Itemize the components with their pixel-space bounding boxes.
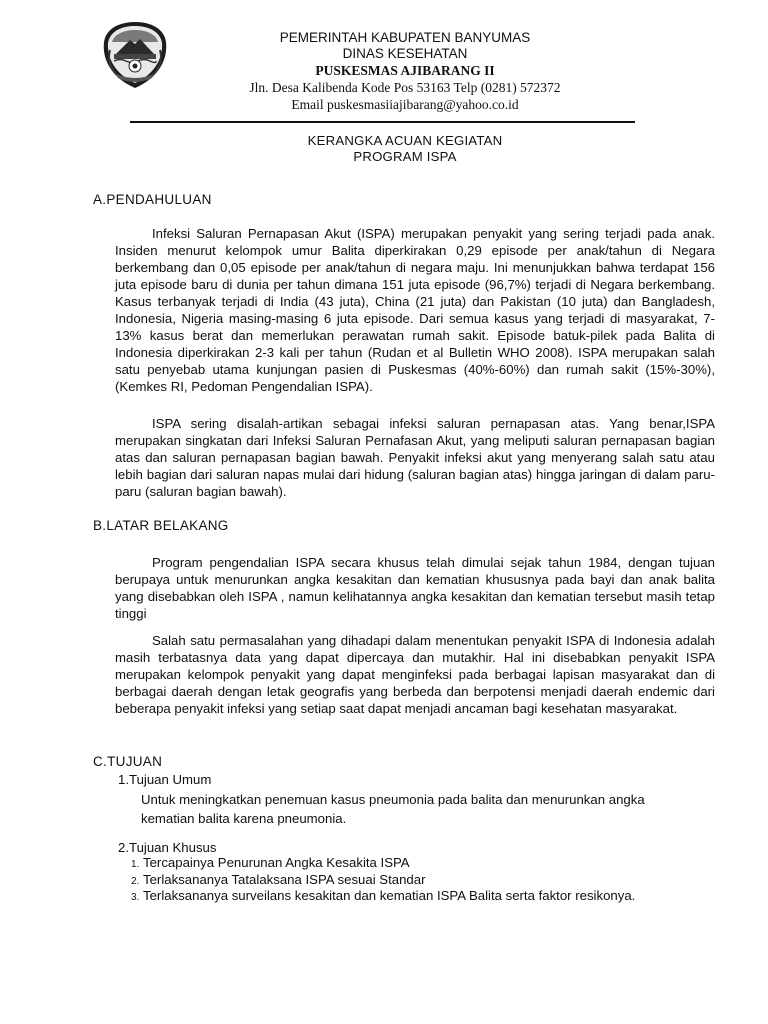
section-b-paragraph-1 (115, 554, 715, 622)
section-a-paragraph-2-text: ISPA sering disalah-artikan sebagai infeksi saluran pernapasan atas. Yang benar,ISPA merupakan singkatan dari Infeksi Saluran Pernafasan Akut, yang meliputi saluran pernapasan bagian atas dan saluran pernapasan bagian bawah. Penyakit infeksi akut yang menyerang salah satu atau lebih bagian dari saluran napas mulai dari hidung (saluran bagian atas) hingga jaringan di dalam paru-paru (saluran bagian bawah). (115, 416, 715, 499)
section-a-paragraph-2 (115, 415, 715, 500)
section-a-paragraph-1-text: Infeksi Saluran Pernapasan Akut (ISPA) merupakan penyakit yang sering terjadi pada anak. Insiden menurut kelompok umur Balita diperkirakan 0,29 episode per anak/tahun di Negara berkembang dan 0,05 episode per anak/tahun di negara maju. Ini menunjukkan bahwa terdapat 156 juta episode baru di dunia per tahun dimana 151 juta episode (96,7%) terjadi di Negara berkembang. Kasus terbanyak terjadi di India (43 juta), China (21 juta) dan Pakistan (10 juta) dan Bangladesh, Indonesia, Nigeria masing-masing 6 juta episode. Dari semua kasus yang terjadi di masyarakat, 7-13% kasus berat dan memerlukan perawatan rumah sakit. Episode batuk-pilek pada Balita di Indonesia diperkirakan 2-3 kali per tahun (Rudan et al Bulletin WHO 2008). ISPA merupakan salah satu penyebab utama kunjungan pasien di Puskesmas (40%-60%) dan rumah sakit (15%-30%), (Kemkes RI, Pedoman Pengendalian ISPA). (115, 226, 715, 394)
letterhead-address: Jln. Desa Kalibenda Kode Pos 53163 Telp (0281) 572372 (249, 80, 561, 95)
list-item-number: 3. (131, 892, 140, 903)
letterhead-line1: PEMERINTAH KABUPATEN BANYUMAS (279, 30, 531, 45)
letterhead-office: PUSKESMAS AJIBARANG II (315, 63, 495, 78)
list-item (131, 889, 731, 906)
list-item-text: Terlaksananya Tatalaksana ISPA sesuai Standar (143, 871, 426, 887)
section-a-paragraph-1 (115, 225, 715, 395)
list-item (131, 873, 731, 890)
tujuan-umum-text: Untuk meningkatkan penemuan kasus pneumonia pada balita dan menurunkan angka kematian balita karena pneumonia. (141, 792, 645, 826)
list-item-text: Tercapainya Penurunan Angka Kesakita ISPA (143, 855, 410, 870)
section-b-paragraph-2-text: Salah satu permasalahan yang dihadapi dalam menentukan penyakit ISPA di Indonesia adalah masih terbatasnya data yang dapat dipercaya dan mutakhir. Hal ini disebabkan penyakit ISPA merupakan kelompok penyakit yang dapat menginfeksi pada berbagai lapisan masyarakat dan di berbagai daerah dengan letak geografis yang berbeda dan berpotensi menjadi daerah endemic dari beberapa penyakit infeksi yang setiap saat dapat menjadi ancaman bagi kesehatan masyarakat. (115, 633, 715, 716)
section-b-heading: B.LATAR BELAKANG (93, 518, 229, 533)
letterhead-line2: DINAS KESEHATAN (342, 46, 468, 61)
letterhead-email: Email puskesmasiiajibarang@yahoo.co.id (291, 97, 519, 112)
section-b-paragraph-1-text: Program pengendalian ISPA secara khusus telah dimulai sejak tahun 1984, dengan tujuan berupaya untuk menurunkan angka kesakitan dan kematian khususnya pada bayi dan anak balita yang disebabkan oleh ISPA , namun kelihatannya angka kesakitan dan kematian tersebut masih tetap tinggi (115, 555, 715, 621)
list-item-text: Terlaksananya surveilans kesakitan dan kematian ISPA Balita serta faktor resikonya. (143, 888, 636, 903)
banyumas-seal-icon (100, 20, 170, 90)
tujuan-khusus-label: 2.Tujuan Khusus (118, 840, 217, 855)
document-title: KERANGKA ACUAN KEGIATAN (307, 133, 503, 148)
list-item (131, 856, 731, 873)
list-item-number: 1. (131, 859, 140, 870)
tujuan-umum-label: 1.Tujuan Umum (118, 772, 212, 787)
tujuan-khusus-list (131, 856, 731, 906)
list-item-number: 2. (131, 875, 140, 887)
section-a-heading: A.PENDAHULUAN (93, 192, 212, 207)
letterhead-divider (130, 121, 635, 123)
document-subtitle: PROGRAM ISPA (353, 149, 457, 164)
section-c-heading: C.TUJUAN (93, 754, 163, 769)
section-b-paragraph-2 (115, 632, 715, 717)
